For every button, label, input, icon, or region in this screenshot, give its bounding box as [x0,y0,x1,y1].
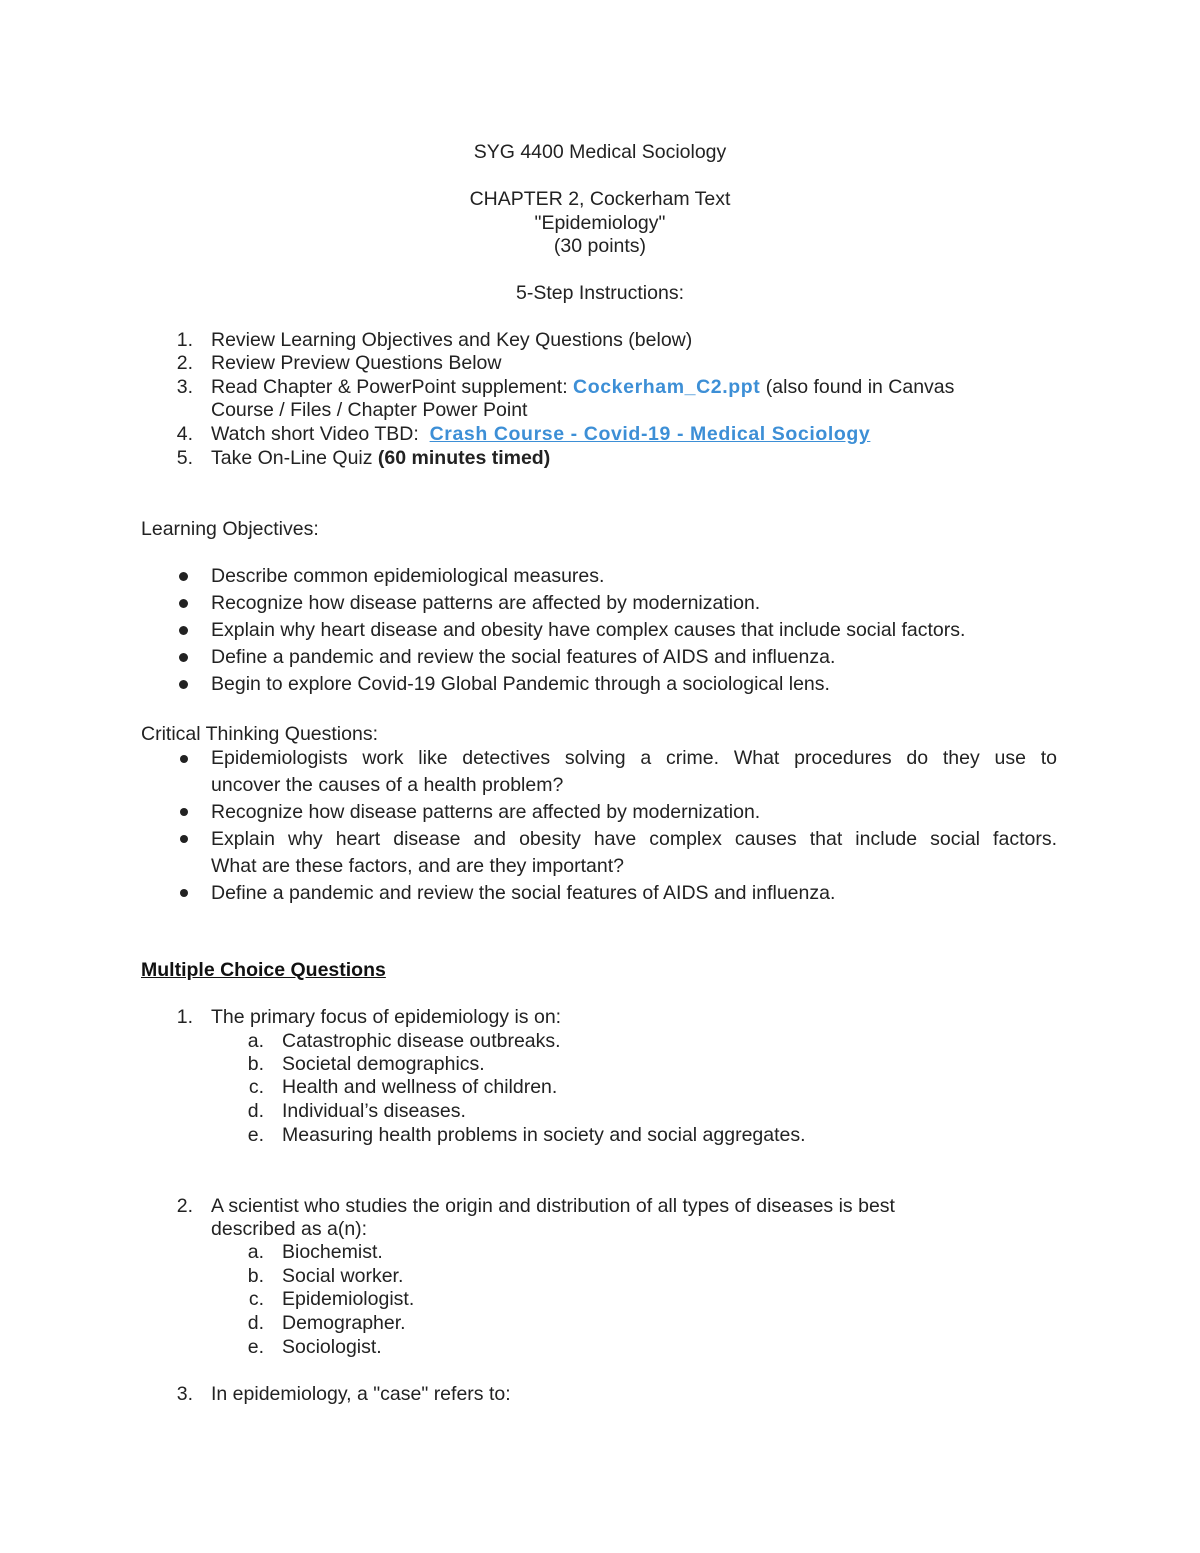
objective-item: Begin to explore Covid-19 Global Pandemic through a sociological lens. [211,673,830,695]
learning-objectives-title: Learning Objectives: [141,518,319,540]
option-letter: e. [247,1124,264,1146]
question-text-continued: described as a(n): [211,1218,368,1240]
video-link[interactable]: Crash Course - Covid-19 - Medical Sociology [429,423,871,445]
ppt-link[interactable]: Cockerham_C2.ppt [573,376,761,398]
option-text: Societal demographics. [282,1053,485,1075]
course-title: SYG 4400 Medical Sociology [473,141,727,163]
bullet-icon [179,653,188,662]
question-item-continued: What are these factors, and are they important? [211,855,624,877]
step-number: 5. [176,447,193,469]
step-number: 3. [176,376,193,398]
option-text: Sociologist. [282,1336,382,1358]
option-letter: d. [247,1312,264,1334]
question-number: 3. [176,1383,193,1405]
option-text: Individual’s diseases. [282,1100,466,1122]
option-letter: e. [247,1336,264,1358]
bullet-icon [180,755,188,763]
bullet-icon [180,889,188,897]
multiple-choice-heading: Multiple Choice Questions [141,959,386,981]
option-text: Catastrophic disease outbreaks. [282,1030,561,1052]
option-text: Demographer. [282,1312,406,1334]
option-letter: a. [247,1030,264,1052]
option-text: Epidemiologist. [282,1288,415,1310]
bullet-icon [179,680,188,689]
option-letter: a. [247,1241,264,1263]
step-text: Read Chapter & PowerPoint supplement: Cockerham_C2.ppt (also found in Canvas [211,376,955,398]
critical-thinking-title: Critical Thinking Questions: [141,723,378,745]
bullet-icon [180,808,188,816]
question-number: 2. [176,1195,193,1217]
option-letter: c. [248,1076,264,1098]
bullet-icon [180,835,188,843]
step-text: Review Learning Objectives and Key Questions (below) [211,329,693,351]
question-item: Define a pandemic and review the social features of AIDS and influenza. [211,882,836,904]
option-letter: d. [247,1100,264,1122]
step-number: 2. [176,352,193,374]
chapter-title: CHAPTER 2, Cockerham Text [469,188,731,210]
bullet-icon [179,572,188,581]
question-number: 1. [176,1006,193,1028]
bullet-icon [179,626,188,635]
objective-item: Define a pandemic and review the social features of AIDS and influenza. [211,646,836,668]
option-text: Measuring health problems in society and social aggregates. [282,1124,806,1146]
topic-title: "Epidemiology" [534,212,666,234]
question-item: Recognize how disease patterns are affected by modernization. [211,801,761,823]
option-text: Social worker. [282,1265,404,1287]
question-text: A scientist who studies the origin and distribution of all types of diseases is best [211,1195,895,1217]
question-item: Epidemiologists work like detectives solving a crime. What procedures do they use to [211,747,1057,769]
step-text: Take On-Line Quiz (60 minutes timed) [211,447,551,469]
question-text: The primary focus of epidemiology is on: [211,1006,562,1028]
objective-item: Recognize how disease patterns are affected by modernization. [211,592,761,614]
points-label: (30 points) [553,235,647,257]
objective-item: Explain why heart disease and obesity have complex causes that include social factors. [211,619,966,641]
option-letter: c. [248,1288,264,1310]
option-letter: b. [247,1265,264,1287]
option-letter: b. [247,1053,264,1075]
objective-item: Describe common epidemiological measures. [211,565,605,587]
question-item-continued: uncover the causes of a health problem? [211,774,564,796]
option-text: Biochemist. [282,1241,383,1263]
step-text: Review Preview Questions Below [211,352,502,374]
step-text-continued: Course / Files / Chapter Power Point [211,399,528,421]
bullet-icon [179,599,188,608]
instructions-title: 5-Step Instructions: [516,282,684,304]
question-text: In epidemiology, a "case" refers to: [211,1383,511,1405]
step-number: 1. [176,329,193,351]
option-text: Health and wellness of children. [282,1076,558,1098]
step-number: 4. [176,423,193,445]
step-text: Watch short Video TBD: Crash Course - Covid-19 - Medical Sociology [211,423,871,445]
question-item: Explain why heart disease and obesity have complex causes that include social factors. [211,828,1057,850]
